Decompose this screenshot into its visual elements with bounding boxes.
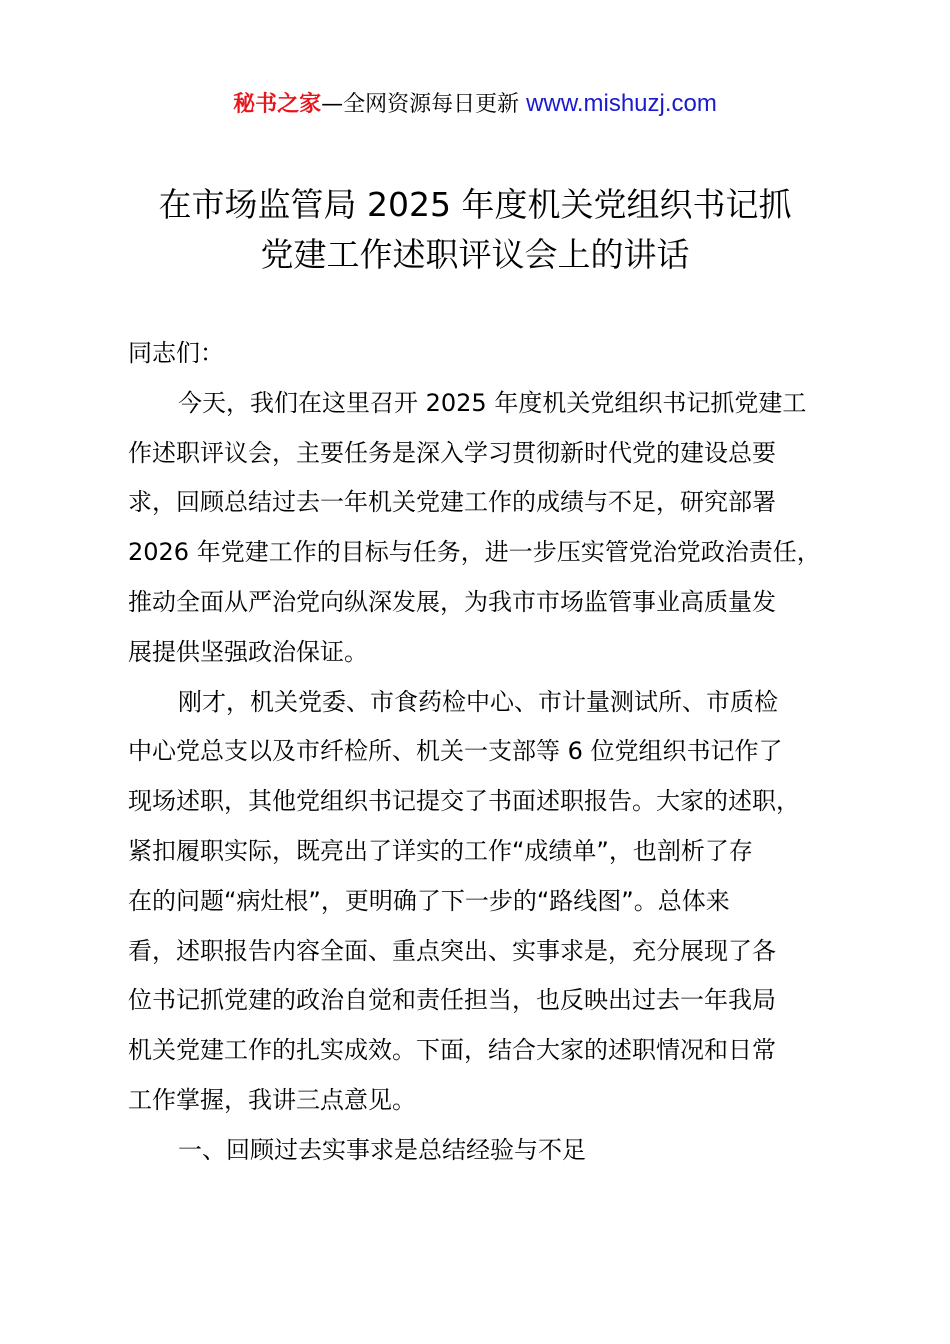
paragraph-line: 看，述职报告内容全面、重点突出、实事求是，充分展现了各	[128, 936, 776, 965]
banner-slogan: —全网资源每日更新	[321, 92, 527, 117]
paragraph-line: 紧扣履职实际，既亮出了详实的工作“成绩单”，也剖析了存	[128, 836, 753, 865]
title-line: 党建工作述职评议会上的讲话	[260, 235, 690, 274]
paragraph-line: 2026 年党建工作的目标与任务，进一步压实管党治党政治责任，	[128, 538, 821, 567]
paragraph-line: 刚才，机关党委、市食药检中心、市计量测试所、市质检	[178, 687, 778, 716]
paragraph-line: 机关党建工作的扎实成效。下面，结合大家的述职情况和日常	[128, 1036, 776, 1065]
paragraph-line: 在的问题“病灶根”，更明确了下一步的“路线图”。总体来	[128, 886, 730, 915]
paragraph-line: 推动全面从严治党向纵深发展，为我市市场监管事业高质量发	[128, 587, 776, 616]
document-title	[0, 180, 950, 280]
salutation: 同志们：	[128, 339, 224, 367]
paragraph-line: 今天，我们在这里召开 2025 年度机关党组织书记抓党建工	[178, 388, 807, 417]
paragraph-line: 作述职评议会，主要任务是深入学习贯彻新时代党的建设总要	[128, 438, 776, 467]
site-banner	[0, 88, 950, 121]
paragraph-line: 求，回顾总结过去一年机关党建工作的成绩与不足，研究部署	[128, 488, 776, 517]
paragraph-line: 展提供坚强政治保证。	[128, 637, 368, 666]
paragraph-line: 现场述职，其他党组织书记提交了书面述职报告。大家的述职，	[128, 787, 800, 816]
paragraph-line: 位书记抓党建的政治自觉和责任担当，也反映出过去一年我局	[128, 986, 776, 1015]
paragraph-line: 工作掌握，我讲三点意见。	[128, 1085, 416, 1114]
brand-name: 秘书之家	[233, 92, 322, 117]
site-url-link[interactable]: www.mishuzj.com	[526, 90, 717, 117]
paragraph-line: 中心党总支以及市纤检所、机关一支部等 6 位党组织书记作了	[128, 737, 783, 766]
section-heading: 一、回顾过去实事求是总结经验与不足	[178, 1135, 586, 1164]
document-body	[128, 329, 868, 1176]
title-line: 在市场监管局 2025 年度机关党组织书记抓	[158, 185, 792, 224]
